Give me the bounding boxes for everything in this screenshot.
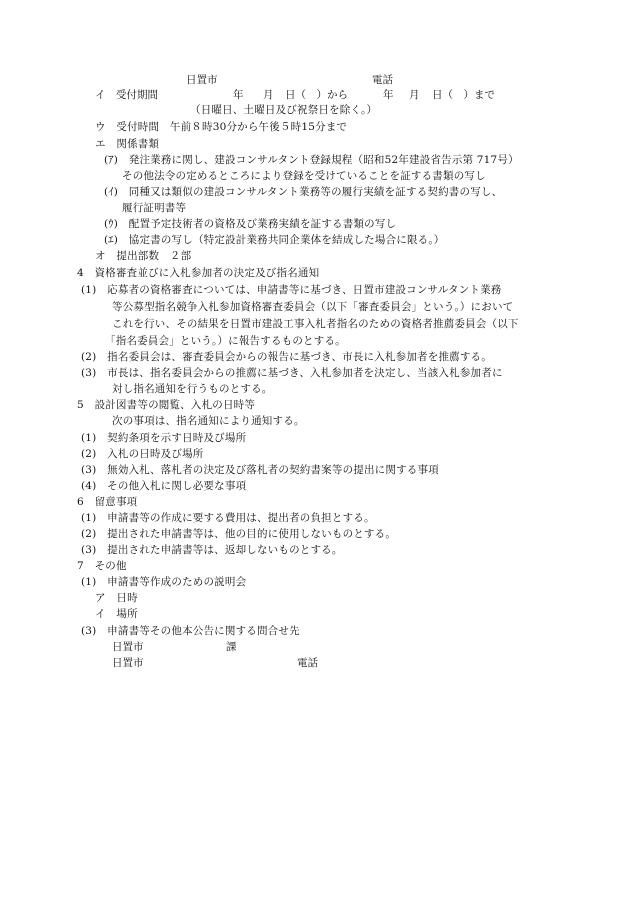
section-5-item-3: (3) 無効入札、落札者の決定及び落札者の契約書案等の提出に関する事項: [81, 464, 439, 476]
doc-c: (ｳ) 配置予定技術者の資格及び業務実績を証する書類の写し: [104, 218, 397, 230]
section-4-p1-line4: 「指名委員会」という。）に報告するものとする。: [105, 335, 346, 347]
period-start-day: 日（ ）から: [285, 89, 348, 101]
section-4-p2: (2) 指名委員会は、審査委員会からの報告に基づき、市長に入札参加者を推薦する。: [81, 351, 492, 363]
period-end-month: 月: [409, 89, 420, 101]
doc-b-line1: (ｲ) 同種又は類似の建設コンサルタント業務等の履行実績を証する契約書の写し、: [104, 186, 503, 198]
reception-period-label: イ 受付期間: [95, 89, 158, 101]
section-4-p3-line2: 対し指名通知を行うものとする。: [112, 383, 273, 395]
section-6-item-1: (1) 申請書等の作成に要する費用は、提出者の負担とする。: [81, 512, 375, 524]
contact-tel-label: 電話: [297, 657, 318, 669]
section-4-p1-line2: 等公募型指名競争入札参加資格審査委員会（以下「審査委員会」という。）において: [112, 301, 514, 313]
section-6-title: 6 留意事項: [77, 496, 138, 508]
section-4-title: 4 資格審査並びに入札参加者の決定及び指名通知: [77, 267, 320, 279]
section-5-item-4: (4) その他入札に関し必要な事項: [81, 480, 247, 492]
section-5-item-1: (1) 契約条項を示す日時及び場所: [81, 432, 247, 444]
section-4-p1-line3: これを行い、その結果を日置市建設工事入札者指名のための資格者推薦委員会（以下: [112, 318, 519, 330]
section-7-item-3: (3) 申請書等その他本公告に関する問合せ先: [81, 625, 300, 637]
doc-a-line1: (ｱ) 発注業務に関し、建設コンサルタント登録規程（昭和52年建設省告示第 717号）: [104, 154, 519, 166]
doc-b-line2: 履行証明書等: [122, 202, 187, 214]
doc-d: (ｴ) 協定書の写し（特定設計業務共同企業体を結成した場合に限る。）: [104, 234, 445, 246]
period-end-year: 年: [383, 89, 394, 101]
briefing-place: イ 場所: [95, 608, 138, 620]
section-5-intro: 次の事項は、指名通知により通知する。: [112, 415, 305, 427]
header-tel-label: 電話: [372, 74, 393, 86]
section-4-p1-line1: (1) 応募者の資格審査については、申請書等に基づき、日置市建設コンサルタント業務: [81, 284, 502, 296]
doc-a-line2: その他法令の定めるところにより登録を受けていることを証する書類の写し: [122, 170, 486, 182]
section-4-p3-line1: (3) 市長は、指名委員会からの推薦に基づき、入札参加者を決定し、当該入札参加者に: [81, 367, 503, 379]
reception-hours: ウ 受付時間 午前８時30分から午後５時15分まで: [95, 121, 348, 133]
contact-city: 日置市: [112, 641, 144, 653]
period-note: （日曜日、土曜日及び祝祭日を除く。）: [190, 104, 378, 116]
period-start-year: 年: [233, 89, 244, 101]
section-6-item-3: (3) 提出された申請書等は、返却しないものとする。: [81, 544, 343, 556]
contact-department: 課: [226, 641, 237, 653]
section-7-item-1: (1) 申請書等作成のための説明会: [81, 576, 247, 588]
contact-city-2: 日置市: [112, 657, 144, 669]
section-7-title: 7 その他: [77, 560, 127, 572]
submission-copies: オ 提出部数 ２部: [95, 250, 192, 262]
briefing-date: ア 日時: [95, 592, 138, 604]
section-5-title: 5 設計図書等の閲覧、入札の日時等: [77, 399, 256, 411]
section-6-item-2: (2) 提出された申請書等は、他の目的に使用しないものとする。: [81, 528, 397, 540]
documents-heading: エ 関係書類: [95, 138, 160, 150]
period-end-day: 日（ ）まで: [432, 89, 495, 101]
header-city: 日置市: [186, 74, 218, 86]
period-start-month: 月: [263, 89, 274, 101]
section-5-item-2: (2) 入札の日時及び場所: [81, 448, 204, 460]
